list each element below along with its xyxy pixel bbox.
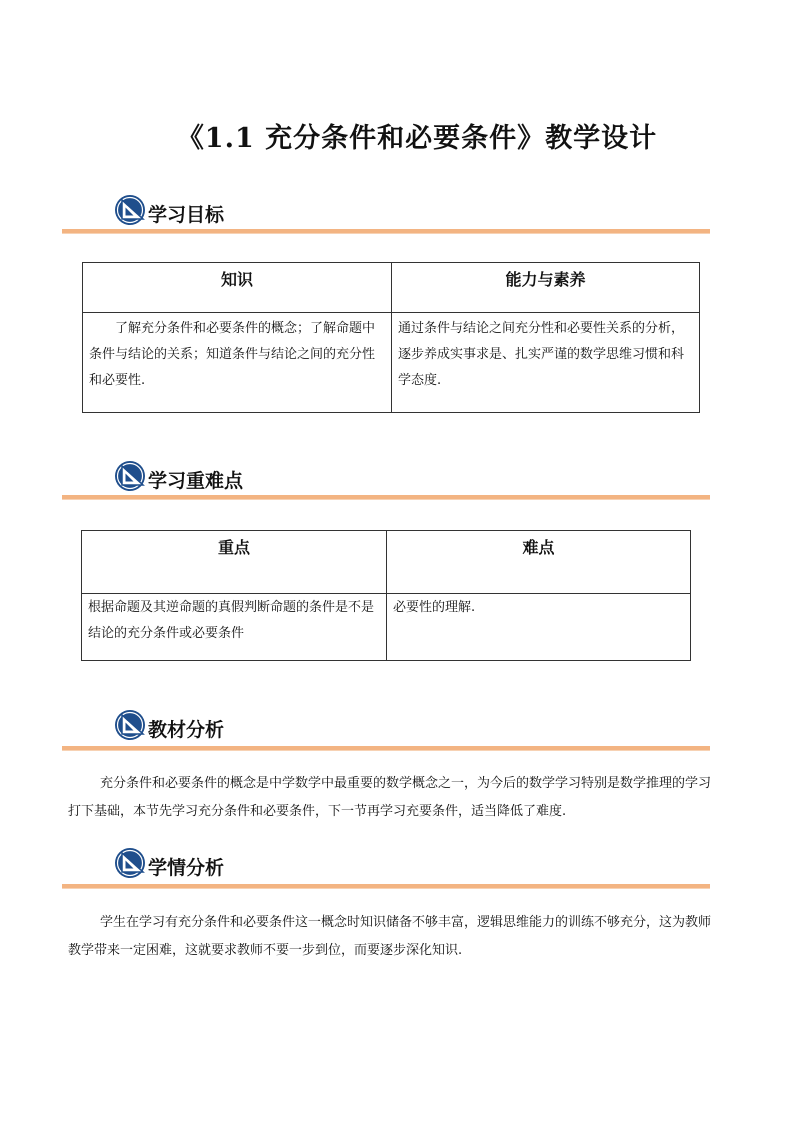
goals-table [82, 262, 700, 413]
section-difficulty-label: 学习重难点 [148, 470, 244, 492]
triangle-ruler-icon [114, 194, 148, 226]
section-goals-rule [62, 229, 710, 233]
section-students-rule [62, 884, 710, 888]
students-paragraph: 学生在学习有充分条件和必要条件这一概念时知识储备不够丰富，逻辑思维能力的训练不够充分，这为教师教学带来一定困难，这就要求教师不要一步到位，而要逐步深化知识. [68, 915, 712, 958]
difficulty-col1-text: 根据命题及其逆命题的真假判断命题的条件是不是结论的充分条件或必要条件 [82, 594, 387, 661]
goals-col2-header: 能力与素养 [392, 263, 700, 313]
difficulty-col2-header: 难点 [387, 531, 691, 594]
triangle-ruler-icon [114, 709, 148, 741]
section-goals-label: 学习目标 [148, 204, 225, 226]
section-difficulty-rule [62, 495, 710, 499]
difficulty-col1-header: 重点 [82, 531, 387, 594]
section-material-label: 教材分析 [148, 719, 225, 741]
goals-col1-text: 了解充分条件和必要条件的概念；了解命题中条件与结论的关系；知道条件与结论之间的充分性和必要性. [83, 313, 392, 413]
difficulty-col2-text: 必要性的理解. [387, 594, 691, 661]
triangle-ruler-icon [114, 847, 148, 879]
page-title: 《1.1 充分条件和必要条件》教学设计 [176, 123, 658, 154]
material-paragraph: 充分条件和必要条件的概念是中学数学中最重要的数学概念之一，为今后的数学学习特别是数学推理的学习打下基础，本节先学习充分条件和必要条件，下一节再学习充要条件，适当降低了难度. [68, 776, 712, 819]
section-students-label: 学情分析 [148, 857, 225, 879]
goals-col2-text: 通过条件与结论之间充分性和必要性关系的分析，逐步养成实事求是、扎实严谨的数学思维习惯和科学态度. [392, 313, 700, 413]
triangle-ruler-icon [114, 460, 148, 492]
section-material-rule [62, 746, 710, 750]
goals-col1-header: 知识 [83, 263, 392, 313]
difficulty-table [81, 530, 691, 661]
